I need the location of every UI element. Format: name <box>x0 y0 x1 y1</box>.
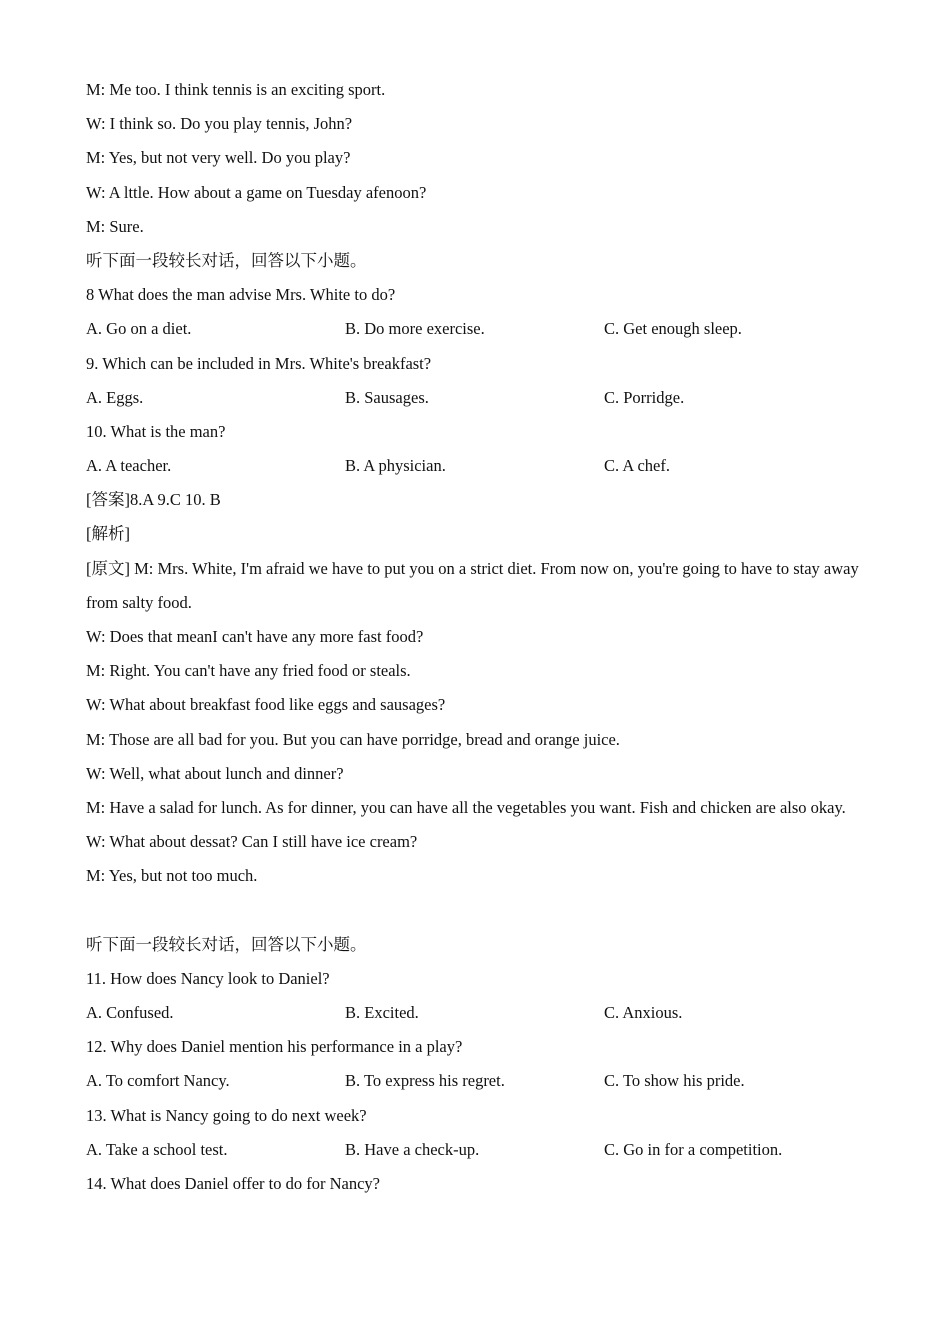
option-c: C. Porridge. <box>604 387 685 407</box>
question-14: 14. What does Daniel offer to do for Nancy? <box>86 1174 381 1194</box>
question-9-options <box>86 381 876 415</box>
option-b: B. To express his regret. <box>345 1071 505 1091</box>
dialogue-line: W: I think so. Do you play tennis, John? <box>86 114 353 134</box>
section-instruction: 听下面一段较长对话，回答以下小题。 <box>86 934 367 954</box>
option-c: C. A chef. <box>604 456 670 476</box>
option-a: A. Eggs. <box>86 387 144 407</box>
blank-line <box>86 894 876 928</box>
transcript-first-line: [原文] M: Mrs. White, I'm afraid we have to put you on a strict diet. From now on, you're going to have to stay away from salty food. <box>86 558 859 612</box>
option-b: B. Excited. <box>345 1003 419 1023</box>
question-9: 9. Which can be included in Mrs. White's breakfast? <box>86 353 432 373</box>
question-12: 12. Why does Daniel mention his performance in a play? <box>86 1037 463 1057</box>
question-13: 13. What is Nancy going to do next week? <box>86 1105 367 1125</box>
document-page <box>86 73 876 1201</box>
option-c: C. Anxious. <box>604 1003 683 1023</box>
option-a: A. Take a school test. <box>86 1139 228 1159</box>
transcript-line: W: Does that meanI can't have any more fast food? <box>86 627 424 647</box>
dialogue-line: W: A lttle. How about a game on Tuesday afenoon? <box>86 182 427 202</box>
dialogue-line: M: Yes, but not very well. Do you play? <box>86 148 351 168</box>
option-a: A. Confused. <box>86 1003 174 1023</box>
transcript-line: W: Well, what about lunch and dinner? <box>86 763 344 783</box>
question-11-options <box>86 996 876 1030</box>
question-13-options <box>86 1133 876 1167</box>
transcript-line: M: Right. You can't have any fried food or steals. <box>86 661 411 681</box>
question-11: 11. How does Nancy look to Daniel? <box>86 968 330 988</box>
transcript-line: W: What about dessat? Can I still have ice cream? <box>86 832 418 852</box>
transcript-line: M: Those are all bad for you. But you can have porridge, bread and orange juice. <box>86 729 620 749</box>
option-c: C. Get enough sleep. <box>604 319 742 339</box>
transcript-line: M: Have a salad for lunch. As for dinner, you can have all the vegetables you want. Fish and chicken are also okay. <box>86 797 846 817</box>
analysis-label: [解析] <box>86 524 130 544</box>
option-b: B. Have a check-up. <box>345 1139 480 1159</box>
option-c: C. Go in for a competition. <box>604 1139 783 1159</box>
option-a: A. A teacher. <box>86 456 172 476</box>
question-10-options <box>86 449 876 483</box>
question-10: 10. What is the man? <box>86 421 226 441</box>
dialogue-line: M: Sure. <box>86 216 144 236</box>
option-c: C. To show his pride. <box>604 1071 745 1091</box>
option-b: B. Do more exercise. <box>345 319 485 339</box>
answer-key: [答案]8.A 9.C 10. B <box>86 490 221 510</box>
question-8: 8 What does the man advise Mrs. White to do? <box>86 285 396 305</box>
option-b: B. Sausages. <box>345 387 429 407</box>
question-8-options <box>86 312 876 346</box>
option-a: A. Go on a diet. <box>86 319 192 339</box>
dialogue-line: M: Me too. I think tennis is an exciting sport. <box>86 80 386 99</box>
option-b: B. A physician. <box>345 456 446 476</box>
transcript-line: M: Yes, but not too much. <box>86 866 258 886</box>
transcript-line: W: What about breakfast food like eggs and sausages? <box>86 695 446 715</box>
section-instruction: 听下面一段较长对话，回答以下小题。 <box>86 250 367 270</box>
option-a: A. To comfort Nancy. <box>86 1071 230 1091</box>
question-12-options <box>86 1064 876 1098</box>
